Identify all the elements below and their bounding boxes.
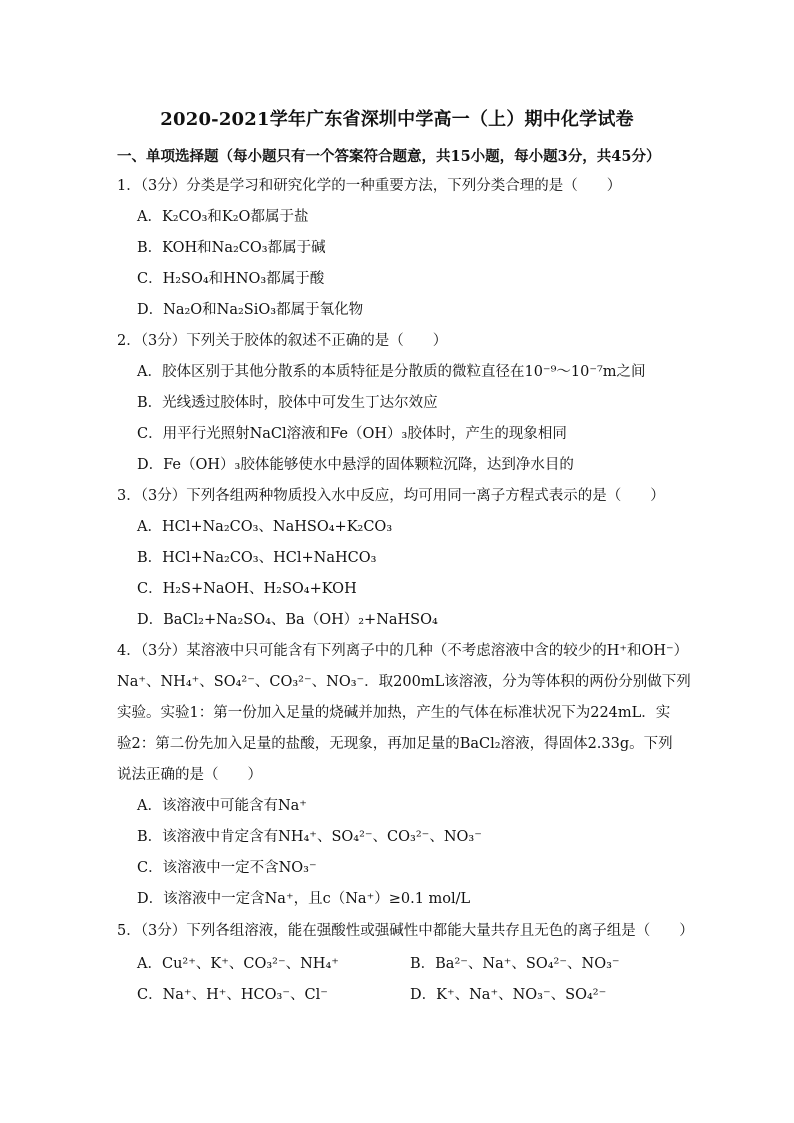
question-3-option-c: C．H₂S+NaOH、H₂SO₄+KOH: [137, 581, 357, 597]
page-title: 2020-2021学年广东省深圳中学高一（上）期中化学试卷: [160, 109, 634, 130]
question-4-stem-line-4: 验2：第二份先加入足量的盐酸，无现象，再加足量的BaCl₂溶液，得固体2.33g。下列: [117, 736, 673, 752]
question-4-option-c: C．该溶液中一定不含NO₃⁻: [137, 860, 317, 876]
question-5-option-a: A．Cu²⁺、K⁺、CO₃²⁻、NH₄⁺: [137, 956, 339, 972]
question-1-option-b: B．KOH和Na₂CO₃都属于碱: [137, 240, 326, 256]
question-1-option-d: D．Na₂O和Na₂SiO₃都属于氧化物: [137, 302, 364, 318]
question-4-stem-line-3: 实验。实验1：第一份加入足量的烧碱并加热，产生的气体在标准状况下为224mL．实: [117, 705, 671, 721]
question-5-option-b: B．Ba²⁻、Na⁺、SO₄²⁻、NO₃⁻: [410, 956, 620, 972]
question-5-stem: 5．（3分）下列各组溶液，能在强酸性或强碱性中都能大量共存且无色的离子组是（ ）: [117, 923, 694, 939]
question-3-option-a: A．HCl+Na₂CO₃、NaHSO₄+K₂CO₃: [137, 519, 393, 535]
question-1-stem: 1．（3分）分类是学习和研究化学的一种重要方法，下列分类合理的是（ ）: [117, 178, 622, 194]
question-5-option-c: C．Na⁺、H⁺、HCO₃⁻、Cl⁻: [137, 987, 328, 1003]
question-4-stem-line-2: Na⁺、NH₄⁺、SO₄²⁻、CO₃²⁻、NO₃⁻．取200mL该溶液，分为等体积的两份分别做下列: [117, 674, 691, 690]
question-2-stem: 2．（3分）下列关于胶体的叙述不正确的是（ ）: [117, 333, 448, 349]
question-2-option-b: B．光线透过胶体时，胶体中可发生丁达尔效应: [137, 395, 438, 411]
question-4-option-a: A．该溶液中可能含有Na⁺: [137, 798, 307, 814]
question-3-option-d: D．BaCl₂+Na₂SO₄、Ba（OH）₂+NaHSO₄: [137, 612, 438, 628]
question-3-option-b: B．HCl+Na₂CO₃、HCl+NaHCO₃: [137, 550, 377, 566]
question-4-option-d: D．该溶液中一定含Na⁺，且c（Na⁺）≥0.1 mol/L: [137, 891, 471, 907]
question-5-option-d: D．K⁺、Na⁺、NO₃⁻、SO₄²⁻: [410, 987, 607, 1003]
question-1-option-a: A．K₂CO₃和K₂O都属于盐: [137, 209, 309, 225]
question-1-option-c: C．H₂SO₄和HNO₃都属于酸: [137, 271, 325, 287]
question-2-option-d: D．Fe（OH）₃胶体能够使水中悬浮的固体颗粒沉降，达到净水目的: [137, 457, 574, 473]
section-heading: 一、单项选择题（每小题只有一个答案符合题意，共15小题，每小题3分，共45分）: [117, 148, 661, 165]
question-4-option-b: B．该溶液中肯定含有NH₄⁺、SO₄²⁻、CO₃²⁻、NO₃⁻: [137, 829, 482, 845]
question-2-option-c: C．用平行光照射NaCl溶液和Fe（OH）₃胶体时，产生的现象相同: [137, 426, 567, 442]
question-4-stem-line-5: 说法正确的是（ ）: [117, 767, 262, 783]
question-3-stem: 3．（3分）下列各组两种物质投入水中反应，均可用同一离子方程式表示的是（ ）: [117, 488, 665, 504]
question-2-option-a: A．胶体区别于其他分散系的本质特征是分散质的微粒直径在10⁻⁹～10⁻⁷m之间: [137, 364, 646, 380]
question-4-stem-line-1: 4．（3分）某溶液中只可能含有下列离子中的几种（不考虑溶液中含的较少的H⁺和OH⁻）: [117, 643, 689, 659]
